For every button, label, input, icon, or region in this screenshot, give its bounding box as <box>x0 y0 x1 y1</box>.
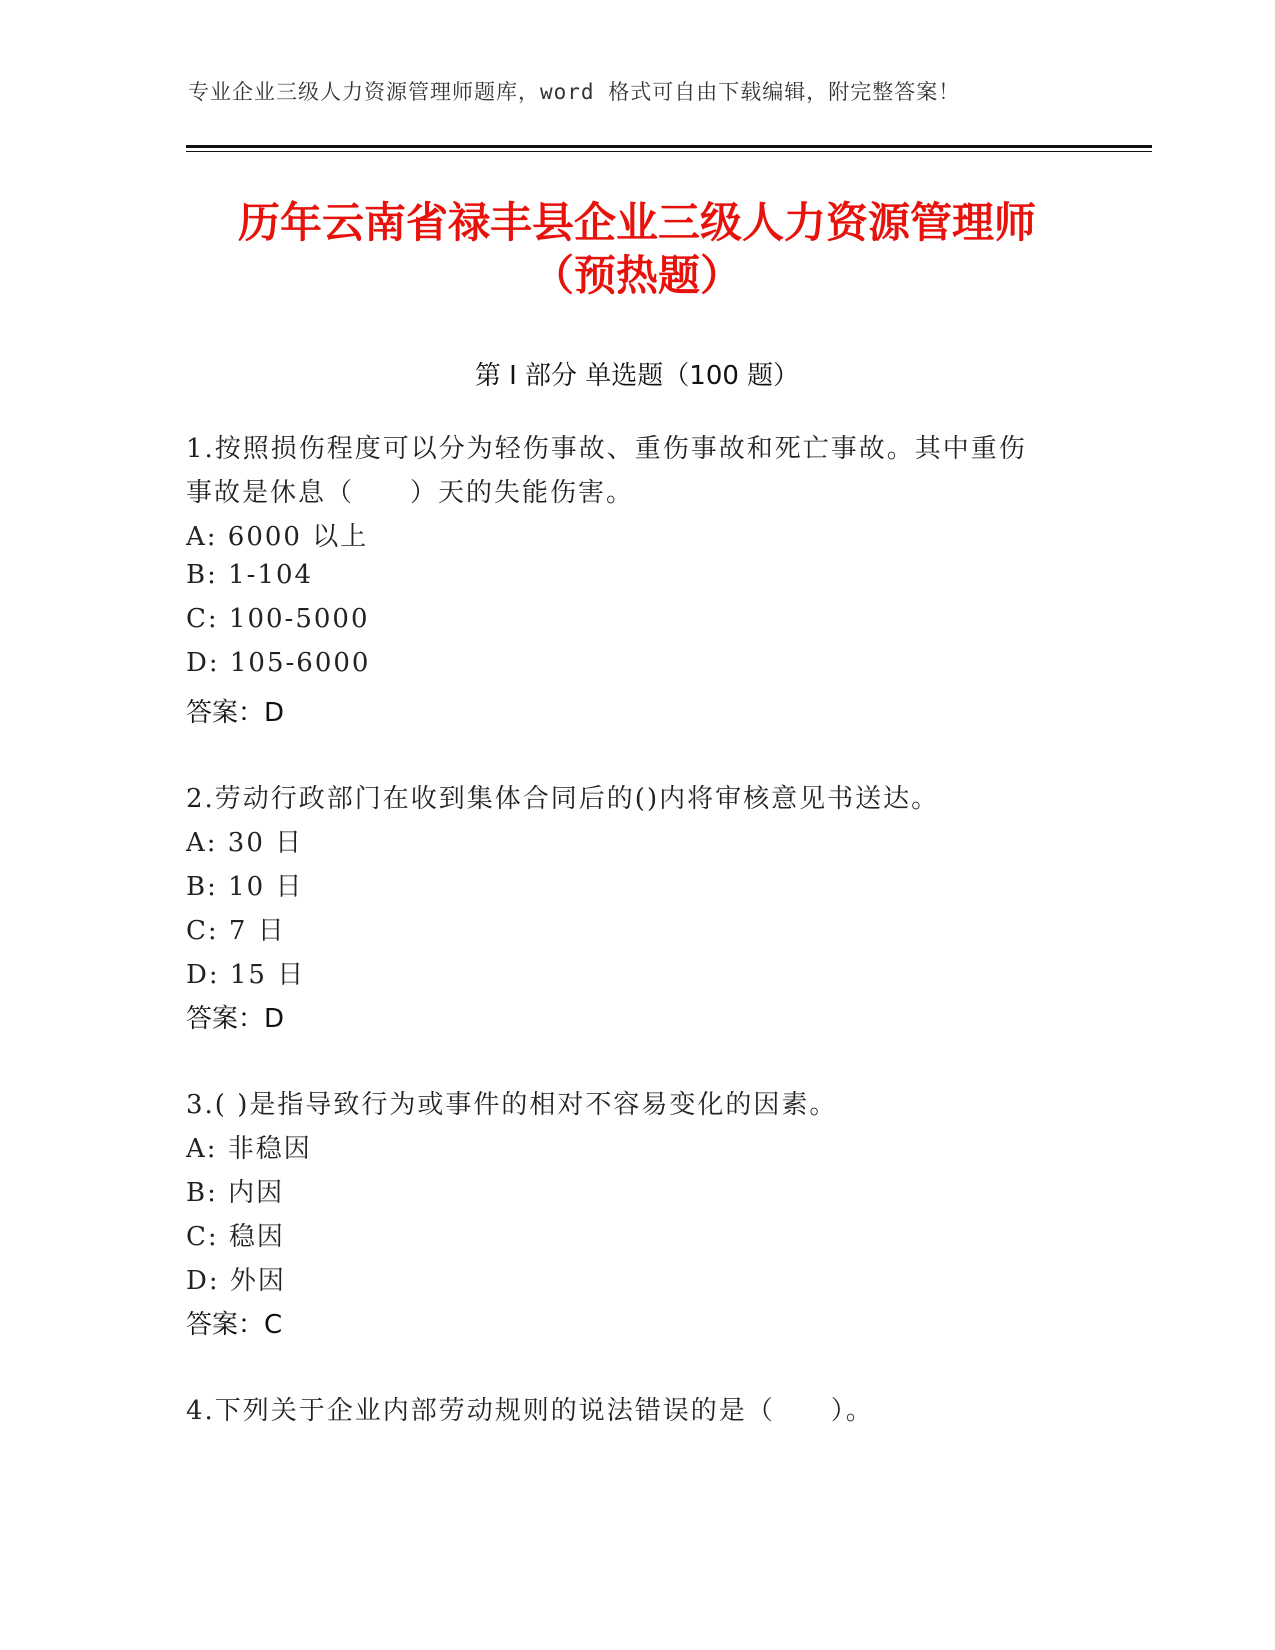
header-rule-thin <box>186 151 1152 152</box>
question-1-stem-line2: 事故是休息（ ）天的失能伤害。 <box>186 478 635 508</box>
question-2-option-a: A: 30 日 <box>186 828 304 858</box>
question-3-option-b: B: 内因 <box>186 1178 285 1208</box>
section-heading: 第 I 部分 单选题（100 题） <box>474 361 800 391</box>
question-4-stem-line1: 4.下列关于企业内部劳动规则的说法错误的是（ ）。 <box>186 1396 874 1426</box>
question-3-option-d: D: 外因 <box>186 1266 286 1296</box>
question-3-stem-line1: 3.( )是指导致行为或事件的相对不容易变化的因素。 <box>186 1090 838 1120</box>
question-2-option-c: C: 7 日 <box>186 916 286 946</box>
question-1-option-a: A: 6000 以上 <box>186 522 369 552</box>
document-title-line1: 历年云南省禄丰县企业三级人力资源管理师 <box>237 198 1036 247</box>
question-1-option-c: C: 100-5000 <box>186 604 370 634</box>
header-rule-thick <box>186 145 1152 148</box>
question-3-option-c: C: 稳因 <box>186 1222 285 1252</box>
question-3-answer: 答案：C <box>186 1310 283 1340</box>
question-2-answer: 答案：D <box>186 1004 285 1034</box>
question-1-option-d: D: 105-6000 <box>186 648 371 678</box>
question-3-option-a: A: 非稳因 <box>186 1134 312 1164</box>
question-1-stem-line1: 1.按照损伤程度可以分为轻伤事故、重伤事故和死亡事故。其中重伤 <box>186 434 1027 464</box>
question-1-answer: 答案：D <box>186 698 285 728</box>
question-2-stem-line1: 2.劳动行政部门在收到集体合同后的()内将审核意见书送达。 <box>186 784 940 814</box>
question-2-option-b: B: 10 日 <box>186 872 304 902</box>
header-note: 专业企业三级人力资源管理师题库，word 格式可自由下载编辑，附完整答案！ <box>188 80 961 104</box>
question-1-option-b: B: 1-104 <box>186 560 314 590</box>
document-title-line2: （预热题） <box>531 251 742 300</box>
question-2-option-d: D: 15 日 <box>186 960 306 990</box>
